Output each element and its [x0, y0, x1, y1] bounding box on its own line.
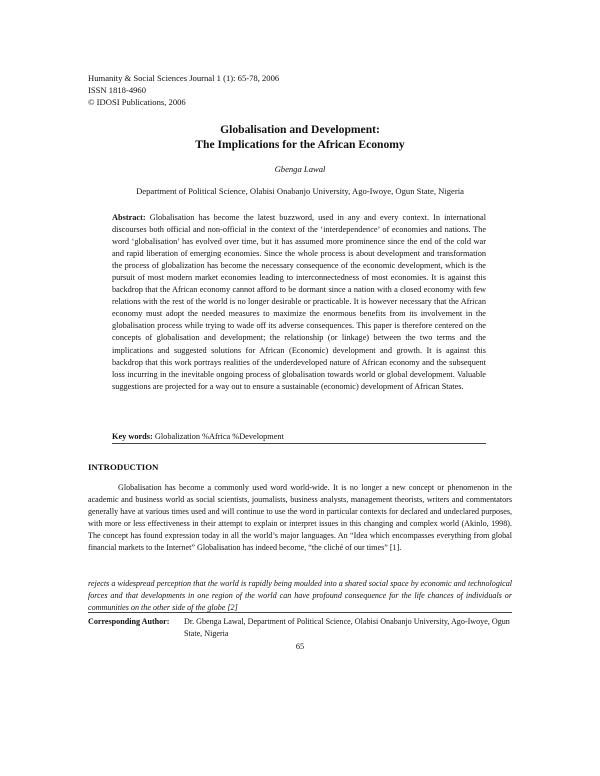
- keywords: [112, 432, 486, 444]
- journal-copyright: © IDOSI Publications, 2006: [88, 97, 186, 107]
- footnote-divider: [88, 612, 512, 613]
- journal-citation: Humanity & Social Sciences Journal 1 (1): 65-78, 2006: [88, 73, 280, 83]
- corresponding-author-label: Corresponding Author:: [88, 617, 170, 626]
- keywords-label: Key words:: [112, 432, 153, 441]
- abstract-text: Globalisation has become the latest buzzword, used in any and every context. In international discourses both official and non-official in the context of the ‘interdependence’ of economies and nations. The word ‘globalisation’ has evolved over time, but it has assumed more prominence since the end of the cold war and rapid liberation of emerging economies. Since the whole process is about development and transformation the process of globalization has become the necessary consequence of the economic development, which is the pursuit of most modern market economies leading to interconnectedness of most economies. It is against this backdrop that the African economy cannot afford to be dormant since a nation with a closed economy with few relations with the rest of the world is no longer desirable or practicable. It is however necessary that the African economy must adopt the needed measures to maximize the enormous benefits from its involvement in the globalisation process while trying to wade off its adverse consequences. This paper is therefore centered on the concepts of globalisation and development; the relationship (or linkage) between the two terms and the implications and suggested solutions for African (Economic) development and growth. It is against this backdrop that this work portrays realities of the underdeveloped nature of African economy and the subsequent loss incurring in the inevitable ongoing process of globalisation towards world or global development. Valuable suggestions are projected for a way out to ensure a sustainable (economic) development of African States.: [112, 213, 487, 391]
- corresponding-author-text: Dr. Gbenga Lawal, Department of Political Science, Olabisi Onabanjo University, Ago-Iwoye, Ogun State, Nigeria: [184, 617, 510, 638]
- author-affiliation: Department of Political Science, Olabisi Onabanjo University, Ago-Iwoye, Ogun State, Nigeria: [136, 186, 464, 196]
- introduction-paragraph: Globalisation has become a commonly used word world-wide. It is no longer a new concept or phenomenon in the academic and business world as social scientists, journalists, business analysts, management theorists, writers and commentators generally have at various times used and will continue to use the word in particular contexts for declared and undeclared purposes, with more or less effectiveness in their attempt to explain or interpret issues in this changing and complex world (Akinlo, 1998). The concept has found expression today in all the world’s major languages. An “Idea which encompasses everything from global financial markets to the Internet” Globalisation has indeed become, “the cliché of our times” [1].: [88, 483, 512, 552]
- paper-title: [88, 122, 512, 152]
- journal-metadata: [88, 72, 279, 108]
- section-heading-introduction: INTRODUCTION: [88, 462, 159, 472]
- introduction-quote: rejects a widespread perception that the world is rapidly being moulded into a shared social space by economic and technological forces and that developments in one region of the world can have profound consequence for the life chances of individuals or communities on the other side of the globe [2]: [88, 579, 512, 612]
- abstract-label: Abstract:: [112, 213, 146, 222]
- paper-title-line1: Globalisation and Development:: [220, 123, 380, 136]
- page-number: 65: [295, 642, 305, 651]
- keywords-text: Globalization %Africa %Development: [154, 432, 284, 441]
- paper-author: Gbenga Lawal: [274, 164, 326, 174]
- abstract: [112, 212, 486, 393]
- paper-title-line2: The Implications for the African Economy: [195, 138, 405, 151]
- journal-issn: ISSN 1818-4960: [88, 85, 147, 95]
